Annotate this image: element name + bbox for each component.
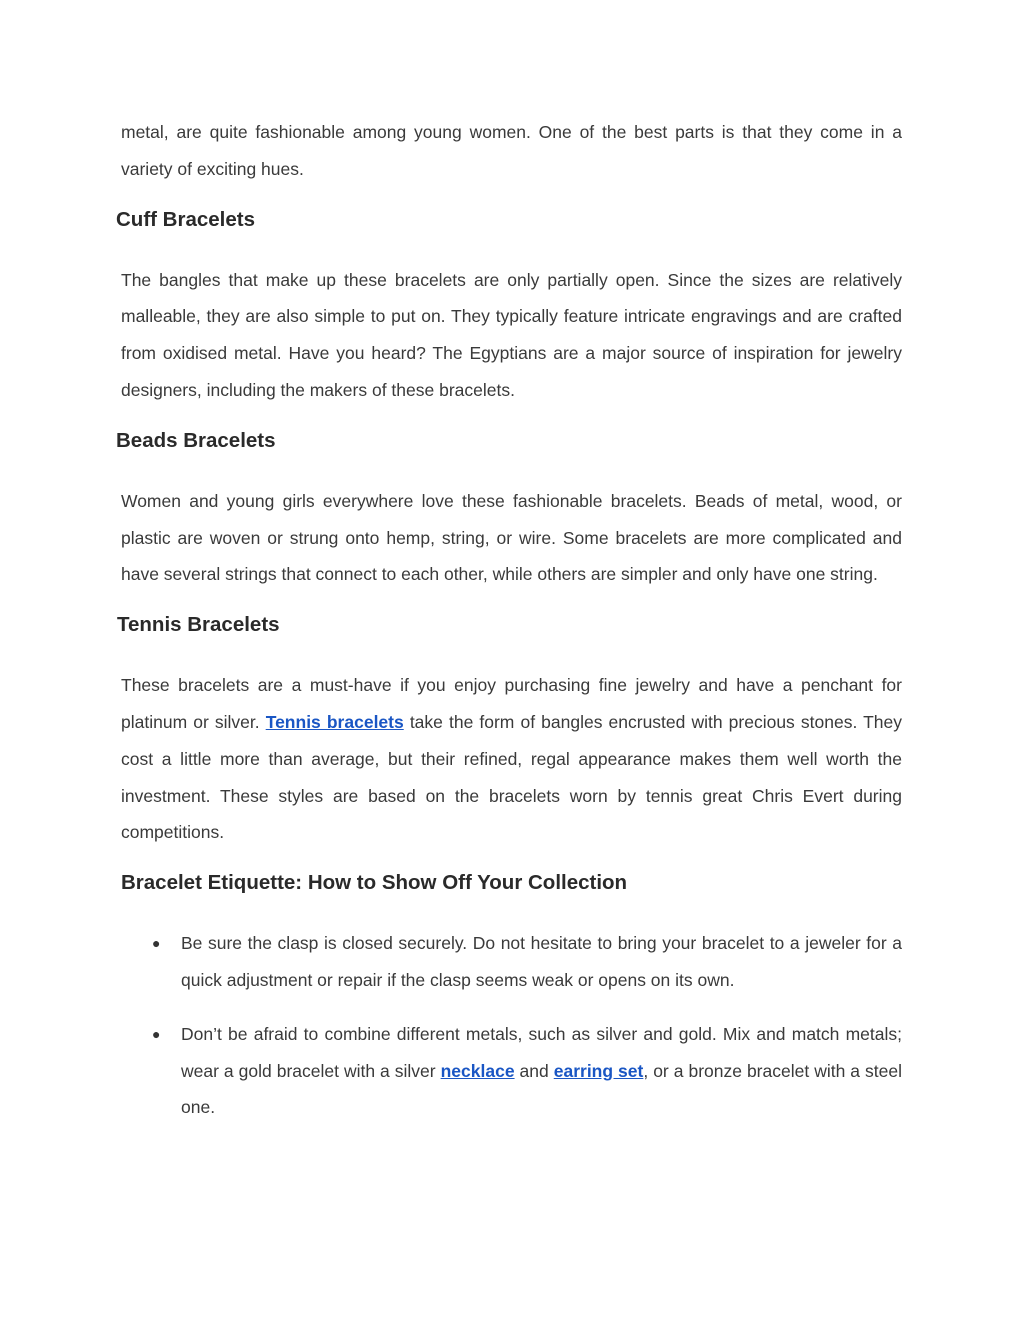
- bullet-text: Be sure the clasp is closed securely. Do not hesitate to bring your bracelet to a jeweler for a quick adjustment or repair if the clasp seems weak or opens on its own.: [181, 933, 902, 990]
- necklace-link[interactable]: necklace: [440, 1060, 515, 1081]
- beads-bracelets-paragraph: Women and young girls everywhere love these fashionable bracelets. Beads of metal, wood, or plastic are woven or strung onto hemp, string, or wire. Some bracelets are more complicated and have several strings that connect to each other, while others are simpler and only have one string.: [121, 490, 902, 585]
- earring-set-link[interactable]: earring set: [553, 1060, 644, 1081]
- bullet-icon: ●: [152, 1025, 161, 1042]
- list-item: [121, 1016, 902, 1126]
- tennis-bracelets-link[interactable]: Tennis bracelets: [265, 711, 404, 732]
- list-item: [121, 925, 902, 999]
- etiquette-list: [121, 925, 902, 1126]
- tennis-text-before-link: These bracelets are a must-have if you enjoy purchasing fine jewelry and have a penchant for platinum or silver.: [121, 675, 902, 732]
- beads-bracelets-heading: Beads Bracelets: [116, 428, 276, 452]
- etiquette-heading: Bracelet Etiquette: How to Show Off Your Collection: [121, 871, 628, 895]
- tennis-bracelets-paragraph: [121, 667, 902, 851]
- intro-paragraph: metal, are quite fashionable among young women. One of the best parts is that they come in a variety of exciting hues.: [121, 122, 902, 179]
- tennis-text-after-link: take the form of bangles encrusted with precious stones. They cost a little more than average, but their refined, regal appearance makes them well worth the investment. These styles are based on the bracelets worn by tennis great Chris Evert during competitions.: [121, 711, 902, 843]
- bullet-text-part1: Don’t be afraid to combine different metals, such as silver and gold. Mix and match metals; wear a gold bracelet with a silver: [181, 1023, 902, 1081]
- cuff-bracelets-heading: Cuff Bracelets: [116, 207, 255, 231]
- bullet-text-part2: and: [514, 1060, 554, 1081]
- bullet-text-part3: , or a bronze bracelet with a steel one.: [181, 1060, 902, 1118]
- bullet-icon: ●: [152, 935, 161, 952]
- tennis-bracelets-heading: Tennis Bracelets: [117, 613, 280, 637]
- cuff-bracelets-paragraph: The bangles that make up these bracelets are only partially open. Since the sizes are relatively malleable, they are also simple to put on. They typically feature intricate engravings and are crafted from oxidised metal. Have you heard? The Egyptians are a major source of inspiration for jewelry designers, including the makers of these bracelets.: [121, 269, 902, 400]
